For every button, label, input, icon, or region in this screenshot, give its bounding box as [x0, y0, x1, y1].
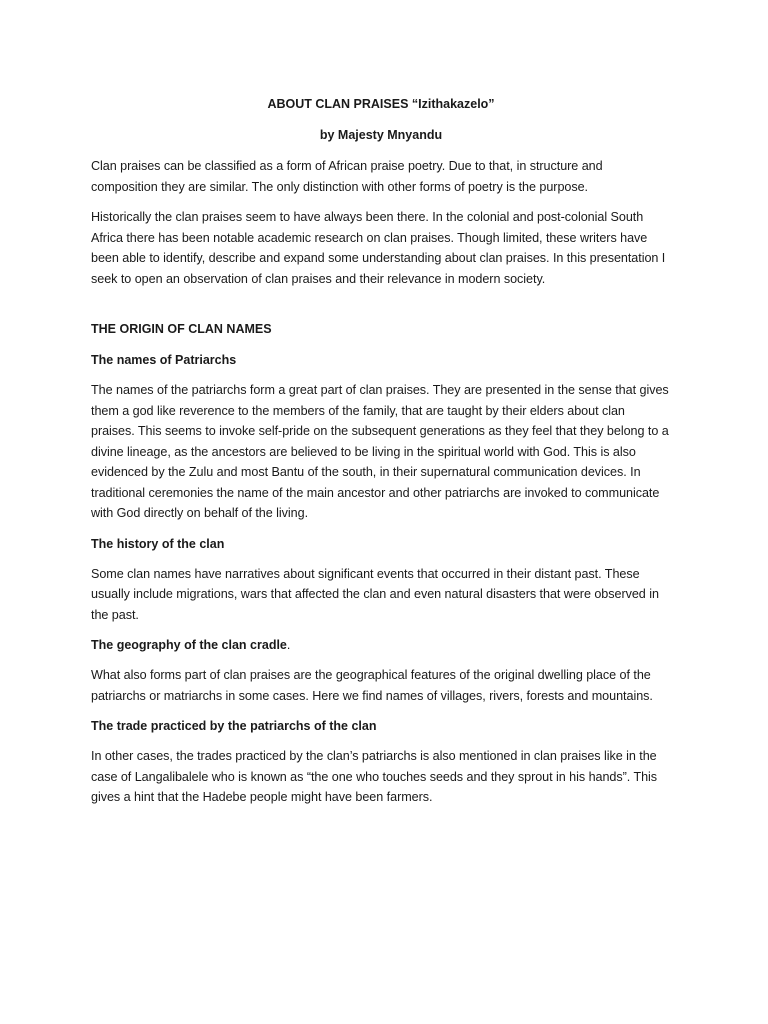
- intro-paragraph-2: Historically the clan praises seem to have always been there. In the colonial and post-colonial South Africa there has been notable academic research on clan praises. Though limited, these writers have been able to identify, describe and expand some understanding about clan praises. In this presentation I seek to open an observation of clan praises and their relevance in modern society.: [91, 210, 666, 286]
- subsection-paragraph-geography: What also forms part of clan praises are the geographical features of the original dwelling place of the patriarchs or matriarchs in some cases. Here we find names of villages, rivers, forests and mountains.: [91, 668, 653, 703]
- subsection-heading-history: [91, 534, 671, 554]
- subsection-paragraph-trade: In other cases, the trades practiced by the clan’s patriarchs is also mentioned in clan praises like in the case of Langalibalele who is known as “the one who touches seeds and they sprout in his hands”. This gives a hint that the Hadebe people might have been farmers.: [91, 749, 658, 804]
- subsection-heading-patriarchs: [91, 350, 671, 370]
- subsection-heading-trade: [91, 716, 671, 736]
- document-title: ABOUT CLAN PRAISES “Izithakazelo”: [267, 97, 495, 111]
- subsection-heading-trail: .: [286, 638, 291, 652]
- author-byline: by Majesty Mnyandu: [319, 128, 443, 142]
- subsection-heading-text: The names of Patriarchs: [91, 353, 237, 367]
- section-spacer: [91, 299, 671, 319]
- subsection-heading-text: The history of the clan: [91, 536, 225, 551]
- subsection-paragraph-history: Some clan names have narratives about significant events that occurred in their distant past. These usually include migrations, wars that affected the clan and even natural disasters that were observed in the past.: [91, 566, 659, 622]
- intro-paragraph-1: Clan praises can be classified as a form of African praise poetry. Due to that, in structure and composition they are similar. The only distinction with other forms of poetry is the purpose.: [91, 159, 603, 194]
- subsection-heading-text: The trade practiced by the patriarchs of the clan: [91, 719, 377, 733]
- subsection-heading-geography: [91, 635, 671, 655]
- document-page: [91, 94, 671, 818]
- subsection-heading-text: The geography of the clan cradle: [91, 638, 287, 652]
- section-heading: THE ORIGIN OF CLAN NAMES: [91, 322, 272, 336]
- subsection-paragraph-patriarchs: The names of the patriarchs form a great part of clan praises. They are presented in the sense that gives them a god like reverence to the members of the family, that are taught by their elders about clan praises. This seems to invoke self-pride on the subsequent generations as they feel that they belong to a divine lineage, as the ancestors are believed to be living in the spiritual world with God. This is also evidenced by the Zulu and most Bantu of the south, in their supernatural communication devices. In traditional ceremonies the name of the main ancestor and other patriarchs are invoked to communicate with God directly on behalf of the living.: [91, 383, 669, 520]
